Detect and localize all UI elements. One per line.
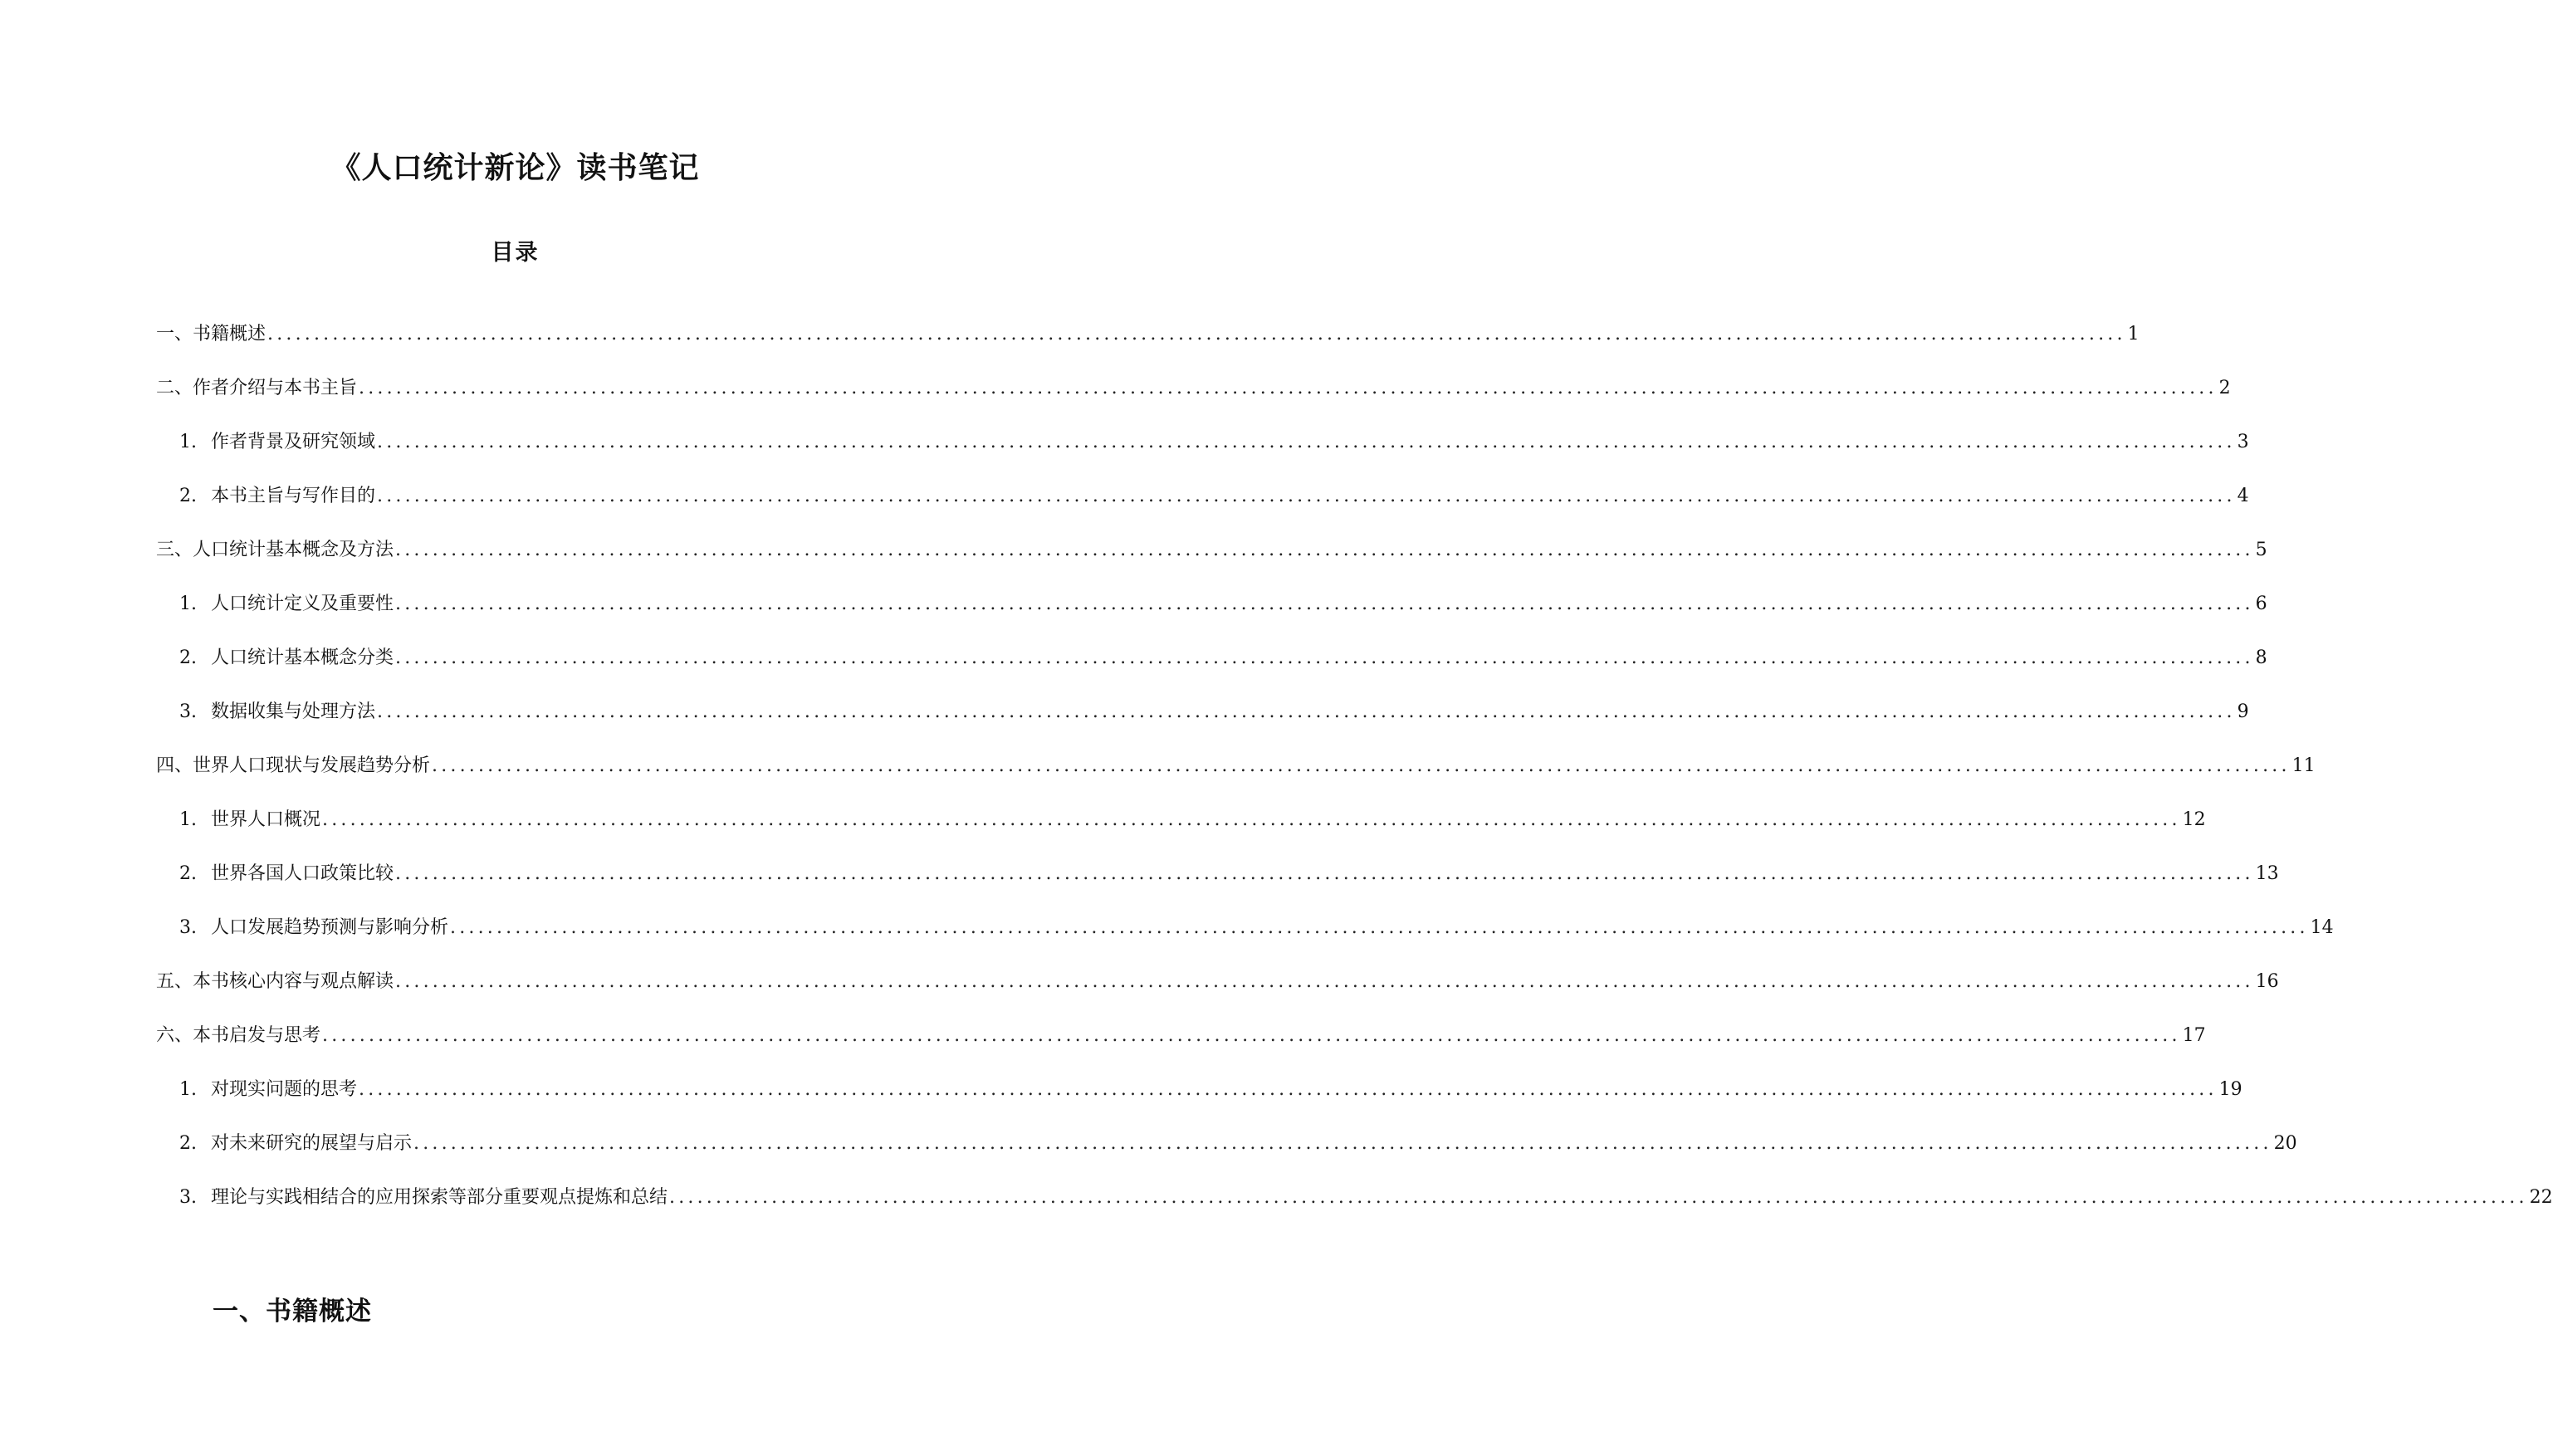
toc-entry-label: 数据收集与处理方法 bbox=[211, 701, 376, 722]
toc-entry-label: 四、世界人口现状与发展趋势分析 bbox=[156, 755, 431, 776]
toc-entry-label: 二、作者介绍与本书主旨 bbox=[156, 378, 358, 398]
toc-entry[interactable] bbox=[156, 481, 2249, 535]
toc-entry-number: 2. bbox=[179, 1133, 197, 1154]
section-heading: 一、书籍概述 bbox=[213, 1296, 372, 1327]
toc-entry[interactable] bbox=[156, 1021, 2206, 1075]
toc-entry-label: 五、本书核心内容与观点解读 bbox=[156, 971, 394, 992]
toc-entry[interactable] bbox=[156, 1075, 2242, 1129]
toc-dot-leader: ........................................................................................................................................................................................................ bbox=[669, 1187, 2528, 1208]
toc-dot-leader: ........................................................................................................................................................................................................ bbox=[395, 647, 2254, 668]
toc-entry-label: 对现实问题的思考 bbox=[211, 1079, 358, 1100]
toc-entry[interactable] bbox=[156, 535, 2267, 589]
toc-page-number: 11 bbox=[2291, 755, 2316, 776]
toc-entry-number: 1. bbox=[179, 1079, 197, 1100]
toc-dot-leader: ........................................................................................................................................................................................................ bbox=[267, 324, 2126, 344]
toc-page-number: 9 bbox=[2237, 701, 2249, 722]
toc-entry-label: 对未来研究的展望与启示 bbox=[211, 1133, 413, 1154]
toc-entry-number: 2. bbox=[179, 863, 197, 884]
toc-page-number: 13 bbox=[2255, 863, 2279, 884]
toc-page-number: 1 bbox=[2127, 324, 2140, 344]
toc-entry-label: 六、本书启发与思考 bbox=[156, 1025, 321, 1046]
toc-entry[interactable] bbox=[156, 374, 2231, 428]
toc-page-number: 4 bbox=[2237, 486, 2249, 506]
toc-entry[interactable] bbox=[156, 320, 2140, 374]
toc-entry-number: 1. bbox=[179, 432, 197, 452]
toc-dot-leader: ........................................................................................................................................................................................................ bbox=[377, 486, 2236, 506]
toc-page-number: 5 bbox=[2255, 540, 2267, 560]
toc-page-number: 2 bbox=[2218, 378, 2231, 398]
toc-dot-leader: ........................................................................................................................................................................................................ bbox=[377, 701, 2236, 722]
toc-entry-label: 世界各国人口政策比较 bbox=[211, 863, 394, 884]
toc-entry-label: 人口发展趋势预测与影响分析 bbox=[211, 917, 449, 938]
toc-dot-leader: ........................................................................................................................................................................................................ bbox=[377, 432, 2236, 452]
toc-entry[interactable] bbox=[156, 913, 2334, 967]
toc-entry-number: 2. bbox=[179, 486, 197, 506]
toc-entry[interactable] bbox=[156, 1129, 2297, 1183]
toc-entry-number: 2. bbox=[179, 647, 197, 668]
toc-dot-leader: ........................................................................................................................................................................................................ bbox=[359, 1079, 2218, 1100]
toc-dot-leader: ........................................................................................................................................................................................................ bbox=[432, 755, 2291, 776]
toc-dot-leader: ........................................................................................................................................................................................................ bbox=[450, 917, 2309, 938]
toc-entry-label: 人口统计定义及重要性 bbox=[211, 594, 394, 614]
toc-entry-number: 1. bbox=[179, 594, 197, 614]
toc-page-number: 8 bbox=[2255, 647, 2267, 668]
toc-entry-number: 1. bbox=[179, 809, 197, 830]
toc-entry-number: 3. bbox=[179, 1187, 197, 1208]
toc-page-number: 16 bbox=[2255, 971, 2279, 992]
toc-entry[interactable] bbox=[156, 859, 2279, 913]
table-of-contents bbox=[156, 320, 2553, 1237]
toc-page-number: 6 bbox=[2255, 594, 2267, 614]
toc-dot-leader: ........................................................................................................................................................................................................ bbox=[322, 809, 2181, 830]
toc-page-number: 19 bbox=[2218, 1079, 2242, 1100]
toc-dot-leader: ........................................................................................................................................................................................................ bbox=[413, 1133, 2272, 1154]
toc-entry-label: 作者背景及研究领域 bbox=[211, 432, 376, 452]
toc-dot-leader: ........................................................................................................................................................................................................ bbox=[395, 863, 2254, 884]
toc-page-number: 3 bbox=[2237, 432, 2249, 452]
toc-entry-label: 人口统计基本概念分类 bbox=[211, 647, 394, 668]
toc-entry[interactable] bbox=[156, 643, 2267, 697]
toc-entry[interactable] bbox=[156, 967, 2279, 1021]
toc-page-number: 14 bbox=[2310, 917, 2334, 938]
toc-entry[interactable] bbox=[156, 1183, 2553, 1237]
toc-page-number: 12 bbox=[2182, 809, 2206, 830]
toc-entry[interactable] bbox=[156, 589, 2267, 643]
toc-entry-label: 理论与实践相结合的应用探索等部分重要观点提炼和总结 bbox=[211, 1187, 668, 1208]
toc-entry-label: 世界人口概况 bbox=[211, 809, 321, 830]
toc-dot-leader: ........................................................................................................................................................................................................ bbox=[322, 1025, 2181, 1046]
toc-entry-number: 3. bbox=[179, 917, 197, 938]
toc-dot-leader: ........................................................................................................................................................................................................ bbox=[395, 594, 2254, 614]
document-title: 《人口统计新论》读书笔记 bbox=[330, 150, 700, 186]
toc-entry[interactable] bbox=[156, 428, 2249, 481]
toc-entry-label: 本书主旨与写作目的 bbox=[211, 486, 376, 506]
toc-page-number: 17 bbox=[2182, 1025, 2206, 1046]
toc-entry[interactable] bbox=[156, 805, 2206, 859]
toc-heading: 目录 bbox=[491, 240, 540, 266]
toc-page-number: 20 bbox=[2273, 1133, 2297, 1154]
toc-dot-leader: ........................................................................................................................................................................................................ bbox=[395, 540, 2254, 560]
toc-entry[interactable] bbox=[156, 751, 2316, 805]
toc-entry-label: 一、书籍概述 bbox=[156, 324, 267, 344]
toc-entry-number: 3. bbox=[179, 701, 197, 722]
toc-entry[interactable] bbox=[156, 697, 2249, 751]
toc-dot-leader: ........................................................................................................................................................................................................ bbox=[359, 378, 2218, 398]
toc-entry-label: 三、人口统计基本概念及方法 bbox=[156, 540, 394, 560]
toc-dot-leader: ........................................................................................................................................................................................................ bbox=[395, 971, 2254, 992]
toc-page-number: 22 bbox=[2529, 1187, 2553, 1208]
